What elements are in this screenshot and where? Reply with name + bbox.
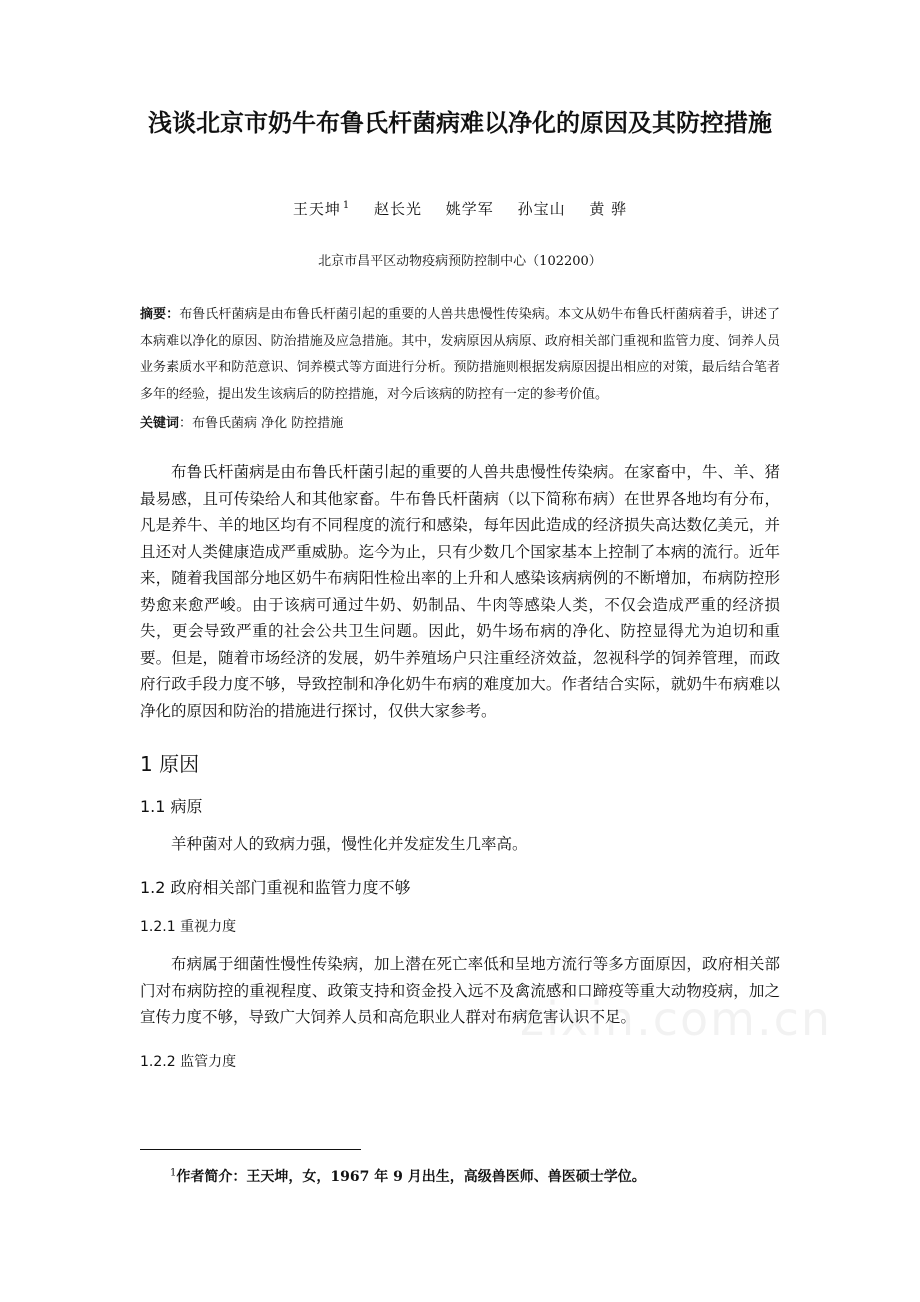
keywords-separator: ： <box>179 416 193 431</box>
author-name: 黄 骅 <box>589 200 628 218</box>
keywords-label: 关键词 <box>140 416 180 431</box>
author-list <box>0 198 920 219</box>
footnote-marker: 1 <box>170 1167 177 1179</box>
subsubsection-heading: 1.2.2 监管力度 <box>140 1054 237 1070</box>
footnote-text: 作者简介：王天坤，女，1967 年 9 月出生，高级兽医师、兽医硕士学位。 <box>176 1169 646 1185</box>
author-name: 姚学军 <box>445 200 494 218</box>
affiliation: 北京市昌平区动物疫病预防控制中心（102200） <box>318 254 602 269</box>
body-paragraph: 羊种菌对人的致病力强，慢性化并发症发生几率高。 <box>171 835 528 853</box>
intro-paragraph: 布鲁氏杆菌病是由布鲁氏杆菌引起的重要的人兽共患慢性传染病。在家畜中，牛、羊、猪最易感，且可传染给人和其他家畜。牛布鲁氏杆菌病（以下简称布病）在世界各地均有分布，凡是养牛、羊的地区均有不同程度的流行和感染，每年因此造成的经济损失高达数亿美元，并且还对人类健康造成严重威胁。迄今为止，只有少数几个国家基本上控制了本病的流行。近年来，随着我国部分地区奶牛布病阳性检出率的上升和人感染该病病例的不断增加，布病防控形势愈来愈严峻。由于该病可通过牛奶、奶制品、牛肉等感染人类，不仅会造成严重的经济损失，更会导致严重的社会公共卫生问题。因此，奶牛场布病的净化、防控显得尤为迫切和重要。但是，随着市场经济的发展，奶牛养殖场户只注重经济效益，忽视科学的饲养管理，而政府行政手段力度不够，导致控制和净化奶牛布病的难度加大。作者结合实际，就奶牛布病难以净化的原因和防治的措施进行探讨，仅供大家参考。 <box>140 463 780 720</box>
watermark: zixin.com.cn <box>520 992 833 1046</box>
subsection-heading: 1.1 病原 <box>140 797 203 816</box>
author-name: 赵长光 <box>374 200 423 218</box>
paper-title: 浅谈北京市奶牛布鲁氏杆菌病难以净化的原因及其防控措施 <box>148 109 772 137</box>
author-footnote-marker: 1 <box>342 200 351 211</box>
abstract-text: 布鲁氏杆菌病是由布鲁氏杆菌引起的重要的人兽共患慢性传染病。本文从奶牛布鲁氏杆菌病着手，讲述了本病难以净化的原因、防治措施及应急措施。其中，发病原因从病原、政府相关部门重视和监管力度、饲养人员业务素质水平和防范意识、饲养模式等方面进行分析。预防措施则根据发病原因提出相应的对策，最后结合笔者多年的经验，提出发生该病后的防控措施，对今后该病的防控有一定的参考价值。 <box>140 307 780 402</box>
abstract <box>140 302 780 408</box>
body-paragraph: 布病属于细菌性慢性传染病，加上潜在死亡率低和呈地方流行等多方面原因，政府相关部门对布病防控的重视程度、政策支持和资金投入远不及禽流感和口蹄疫等重大动物疫病，加之宣传力度不够，导致广大饲养人员和高危职业人群对布病危害认识不足。 <box>140 955 780 1026</box>
author-name: 孙宝山 <box>517 200 566 218</box>
section-heading: 1 原因 <box>140 752 200 776</box>
footnote <box>170 1166 646 1186</box>
keywords-text: 布鲁氏菌病 净化 防控措施 <box>192 416 344 431</box>
abstract-label: 摘要： <box>140 307 180 322</box>
keywords <box>140 412 780 436</box>
author-name: 王天坤 <box>292 200 341 218</box>
footnote-divider <box>140 1149 361 1150</box>
subsection-heading: 1.2 政府相关部门重视和监管力度不够 <box>140 878 411 897</box>
subsubsection-heading: 1.2.1 重视力度 <box>140 919 237 935</box>
